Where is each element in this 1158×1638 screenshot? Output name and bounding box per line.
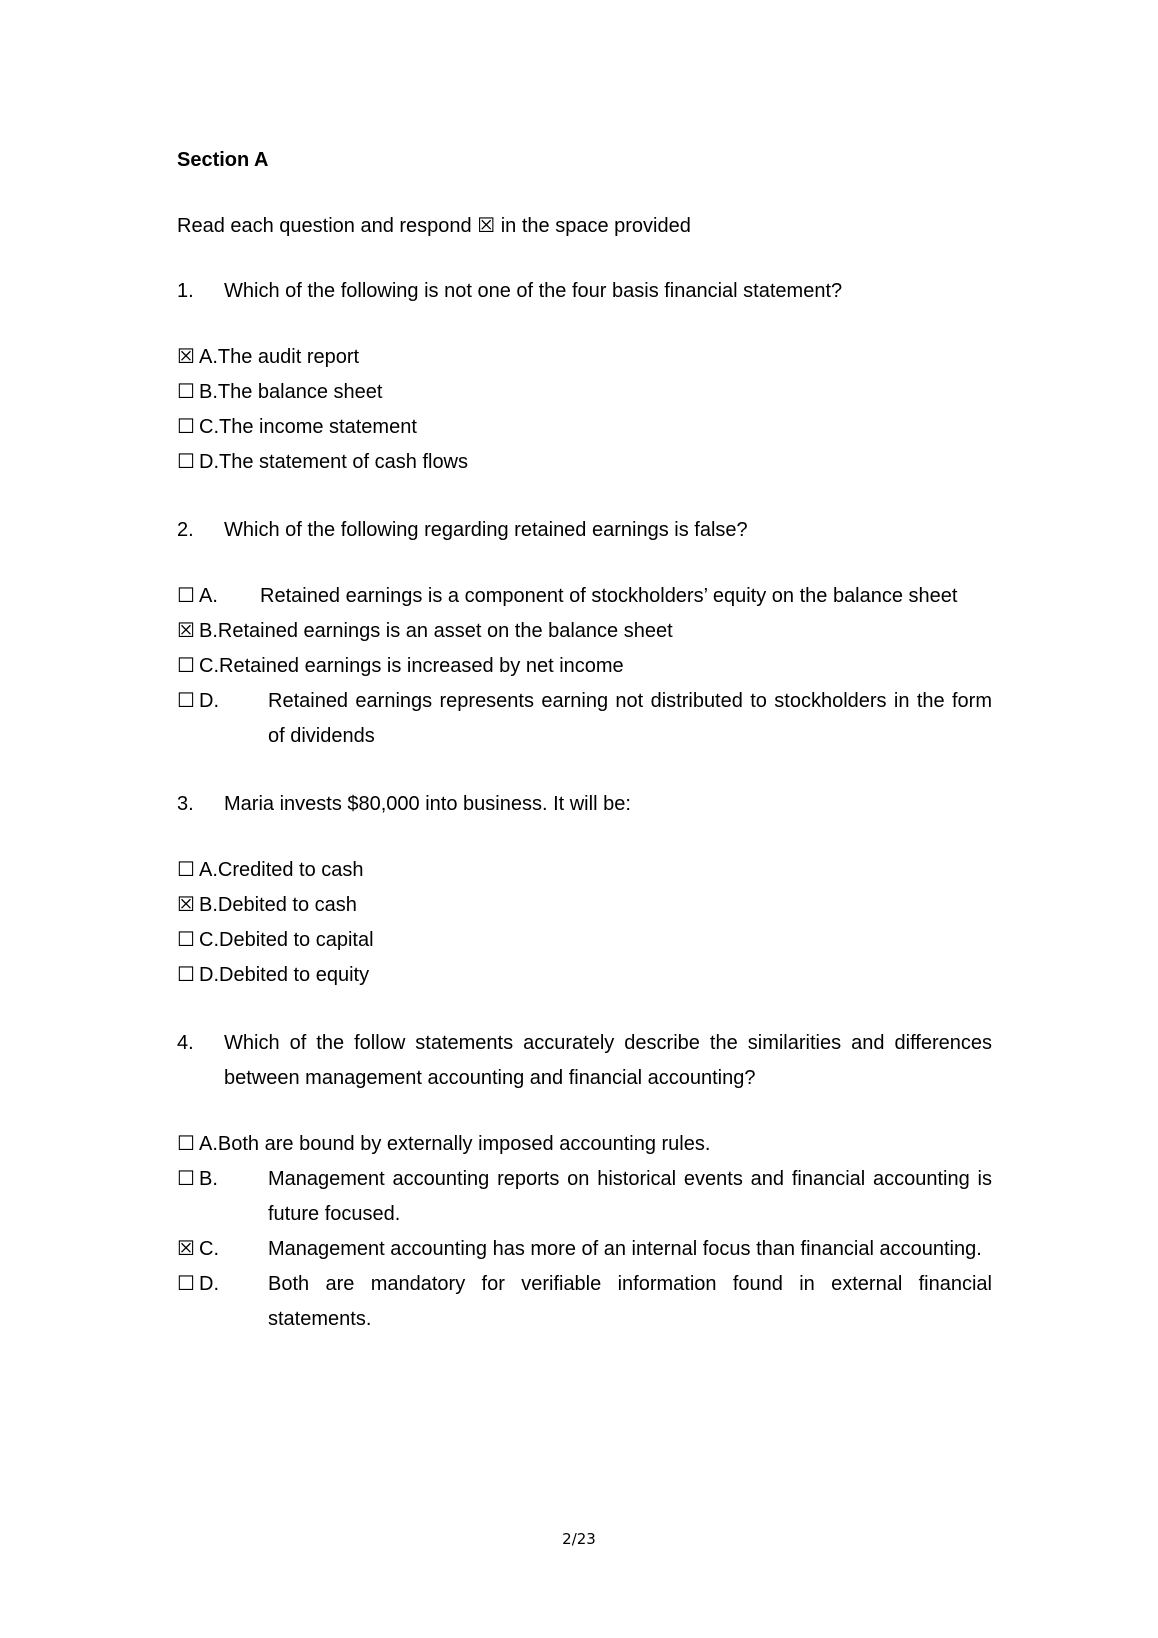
checkbox-icon[interactable]: ☐: [177, 585, 195, 607]
checkbox-icon[interactable]: ☐: [177, 1273, 195, 1295]
option-text: Debited to cash: [217, 894, 357, 916]
question-number: 1.: [177, 280, 194, 302]
checkbox-icon[interactable]: ☐: [177, 1168, 195, 1190]
option-3b[interactable]: [177, 888, 992, 923]
question-number: 3.: [177, 793, 194, 815]
question-number: 2.: [177, 519, 194, 541]
option-text: The balance sheet: [217, 381, 383, 403]
option-4d[interactable]: [177, 1267, 992, 1337]
section-title: Section A: [177, 149, 269, 171]
option-2b[interactable]: [177, 614, 992, 649]
option-letter: B.: [199, 1168, 218, 1190]
option-1d[interactable]: [177, 445, 992, 480]
option-text: Debited to capital: [219, 929, 374, 951]
option-1b[interactable]: [177, 375, 992, 410]
option-letter: A.: [199, 1133, 218, 1155]
option-2a[interactable]: [177, 579, 992, 614]
options-3: [177, 853, 992, 993]
option-text: Debited to equity: [219, 964, 370, 986]
option-text: Management accounting reports on historical events and financial accounting is future focused.: [268, 1168, 992, 1225]
checkbox-icon[interactable]: ☐: [177, 416, 195, 438]
option-text: Retained earnings represents earning not distributed to stockholders in the form of dividends: [268, 690, 992, 747]
option-3d[interactable]: [177, 958, 992, 993]
option-letter: D.: [199, 690, 219, 712]
checkbox-icon[interactable]: ☐: [177, 655, 195, 677]
option-letter: C.: [199, 655, 219, 677]
question-number: 4.: [177, 1032, 194, 1054]
option-letter: D.: [199, 1273, 219, 1295]
instructions: Read each question and respond ☒ in the space provided: [177, 215, 691, 237]
option-4b[interactable]: [177, 1162, 992, 1232]
option-text: Retained earnings is an asset on the balance sheet: [217, 620, 673, 642]
option-4c[interactable]: [177, 1232, 992, 1267]
option-2d[interactable]: [177, 684, 992, 754]
options-4: [177, 1127, 992, 1337]
checkbox-icon[interactable]: ☐: [177, 690, 195, 712]
option-text: The income statement: [219, 416, 417, 438]
checkbox-icon[interactable]: ☐: [177, 859, 195, 881]
checkbox-icon[interactable]: ☐: [177, 964, 195, 986]
checkbox-icon[interactable]: ☐: [177, 1133, 195, 1155]
checkbox-icon[interactable]: ☐: [177, 929, 195, 951]
option-letter: D.: [199, 964, 219, 986]
option-letter: D.: [199, 451, 219, 473]
document-body: [177, 145, 992, 1337]
option-4a[interactable]: [177, 1127, 992, 1162]
option-text: The audit report: [217, 346, 360, 368]
option-letter: C.: [199, 1238, 219, 1260]
option-letter: A.: [199, 346, 218, 368]
question-2: [177, 513, 992, 548]
option-letter: B.: [199, 620, 218, 642]
option-1a[interactable]: [177, 340, 992, 375]
page-number: 2/23: [562, 1530, 596, 1548]
option-text: Retained earnings is increased by net income: [219, 655, 624, 677]
option-text: Both are bound by externally imposed accounting rules.: [217, 1133, 711, 1155]
option-letter: C.: [199, 929, 219, 951]
options-1: [177, 340, 992, 480]
option-letter: B.: [199, 381, 218, 403]
checkbox-icon[interactable]: ☐: [177, 451, 195, 473]
option-3a[interactable]: [177, 853, 992, 888]
checked-box-icon[interactable]: ☒: [177, 1238, 195, 1260]
option-letter: C.: [199, 416, 219, 438]
checkbox-icon[interactable]: ☐: [177, 381, 195, 403]
option-2c[interactable]: [177, 649, 992, 684]
checked-box-icon[interactable]: ☒: [177, 620, 195, 642]
option-letter: A.: [199, 859, 218, 881]
option-text: Management accounting has more of an internal focus than financial accounting.: [268, 1238, 982, 1260]
option-text: Credited to cash: [217, 859, 364, 881]
checked-box-icon[interactable]: ☒: [177, 346, 195, 368]
option-text: Retained earnings is a component of stockholders’ equity on the balance sheet: [260, 585, 958, 607]
option-3c[interactable]: [177, 923, 992, 958]
option-text: The statement of cash flows: [219, 451, 469, 473]
question-text: Maria invests $80,000 into business. It will be:: [224, 793, 631, 815]
options-2: [177, 579, 992, 754]
question-3: [177, 787, 992, 822]
option-letter: B.: [199, 894, 218, 916]
question-text: Which of the follow statements accurately describe the similarities and differences between management accounting and financial accounting?: [224, 1032, 992, 1089]
option-1c[interactable]: [177, 410, 992, 445]
option-text: Both are mandatory for verifiable information found in external financial statements.: [268, 1273, 992, 1330]
question-4: [177, 1026, 992, 1096]
question-1: [177, 274, 992, 309]
option-letter: A.: [199, 585, 218, 607]
question-text: Which of the following is not one of the four basis financial statement?: [224, 280, 843, 302]
checked-box-icon[interactable]: ☒: [177, 894, 195, 916]
question-text: Which of the following regarding retained earnings is false?: [224, 519, 748, 541]
